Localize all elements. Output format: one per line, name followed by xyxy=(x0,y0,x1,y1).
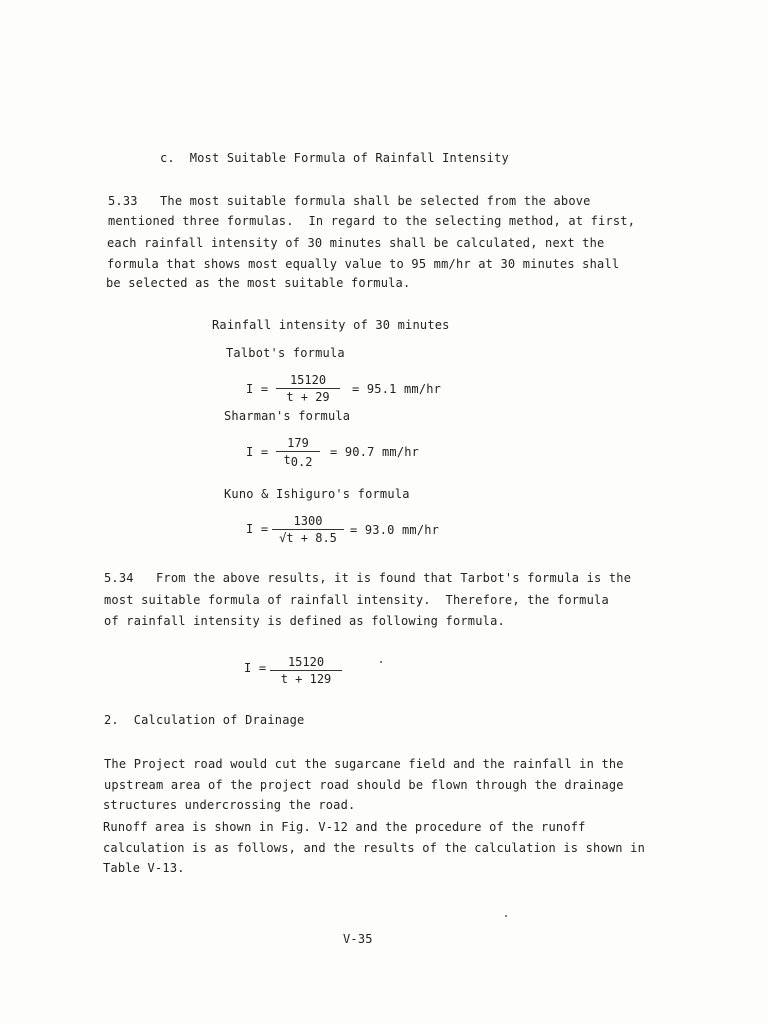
kuno-formula-label: Kuno & Ishiguro's formula xyxy=(224,487,410,501)
drainage-para-line: Table V-13. xyxy=(103,861,185,875)
kuno-lhs: I = xyxy=(246,522,269,536)
drainage-para-line: structures undercrossing the road. xyxy=(103,798,356,812)
sharman-fraction xyxy=(276,436,320,467)
final-denominator: t + 129 xyxy=(280,672,332,686)
final-formula-fraction xyxy=(270,655,342,686)
sharman-formula-label: Sharman's formula xyxy=(224,409,351,423)
fraction-bar xyxy=(276,388,340,389)
kuno-result: = 93.0 mm/hr xyxy=(350,523,440,537)
para-5-33-line: 5.33 The most suitable formula shall be selected from the above xyxy=(108,194,591,208)
sharman-lhs: I = xyxy=(246,445,269,459)
talbot-formula-label: Talbot's formula xyxy=(226,346,345,360)
drainage-para-line: upstream area of the project road should be flown through the drainage xyxy=(104,778,624,792)
intensity-block-title: Rainfall intensity of 30 minutes xyxy=(212,318,450,332)
sharman-denominator-base: t xyxy=(283,453,291,467)
drainage-para-line: calculation is as follows, and the results of the calculation is shown in xyxy=(103,841,645,855)
section-2-heading: 2. Calculation of Drainage xyxy=(104,713,305,727)
para-5-34-line: most suitable formula of rainfall intensity. Therefore, the formula xyxy=(104,593,609,607)
para-5-33-line: be selected as the most suitable formula. xyxy=(106,276,411,290)
speck xyxy=(380,661,382,663)
talbot-denominator: t + 29 xyxy=(286,390,330,404)
para-5-34-line: of rainfall intensity is defined as following formula. xyxy=(104,614,505,628)
section-c-heading: c. Most Suitable Formula of Rainfall Intensity xyxy=(160,151,509,165)
para-5-33-line: formula that shows most equally value to 95 mm/hr at 30 minutes shall xyxy=(107,257,620,271)
speck xyxy=(505,915,507,917)
talbot-result: = 95.1 mm/hr xyxy=(352,382,442,396)
sharman-numerator: 179 xyxy=(287,436,309,450)
sharman-denominator-exponent: 0.2 xyxy=(290,455,313,469)
talbot-fraction xyxy=(276,373,340,404)
final-numerator: 15120 xyxy=(287,655,325,669)
para-5-34-line: 5.34 From the above results, it is found that Tarbot's formula is the xyxy=(104,571,632,585)
sharman-denominator xyxy=(276,453,320,467)
fraction-bar xyxy=(270,670,342,671)
sharman-result: = 90.7 mm/hr xyxy=(330,445,420,459)
drainage-para-line: Runoff area is shown in Fig. V-12 and the procedure of the runoff xyxy=(103,820,586,834)
page-number: V-35 xyxy=(343,932,373,946)
talbot-numerator: 15120 xyxy=(289,373,327,387)
para-5-33-line: mentioned three formulas. In regard to the selecting method, at first, xyxy=(108,214,636,228)
fraction-bar xyxy=(272,529,344,530)
kuno-denominator: √t + 8.5 xyxy=(279,531,337,545)
kuno-numerator: 1300 xyxy=(293,514,323,528)
final-formula-lhs: I = xyxy=(244,661,267,675)
kuno-fraction xyxy=(272,514,344,545)
fraction-bar xyxy=(276,451,320,452)
talbot-lhs: I = xyxy=(246,382,269,396)
para-5-33-line: each rainfall intensity of 30 minutes shall be calculated, next the xyxy=(107,236,605,250)
drainage-para-line: The Project road would cut the sugarcane field and the rainfall in the xyxy=(104,757,624,771)
